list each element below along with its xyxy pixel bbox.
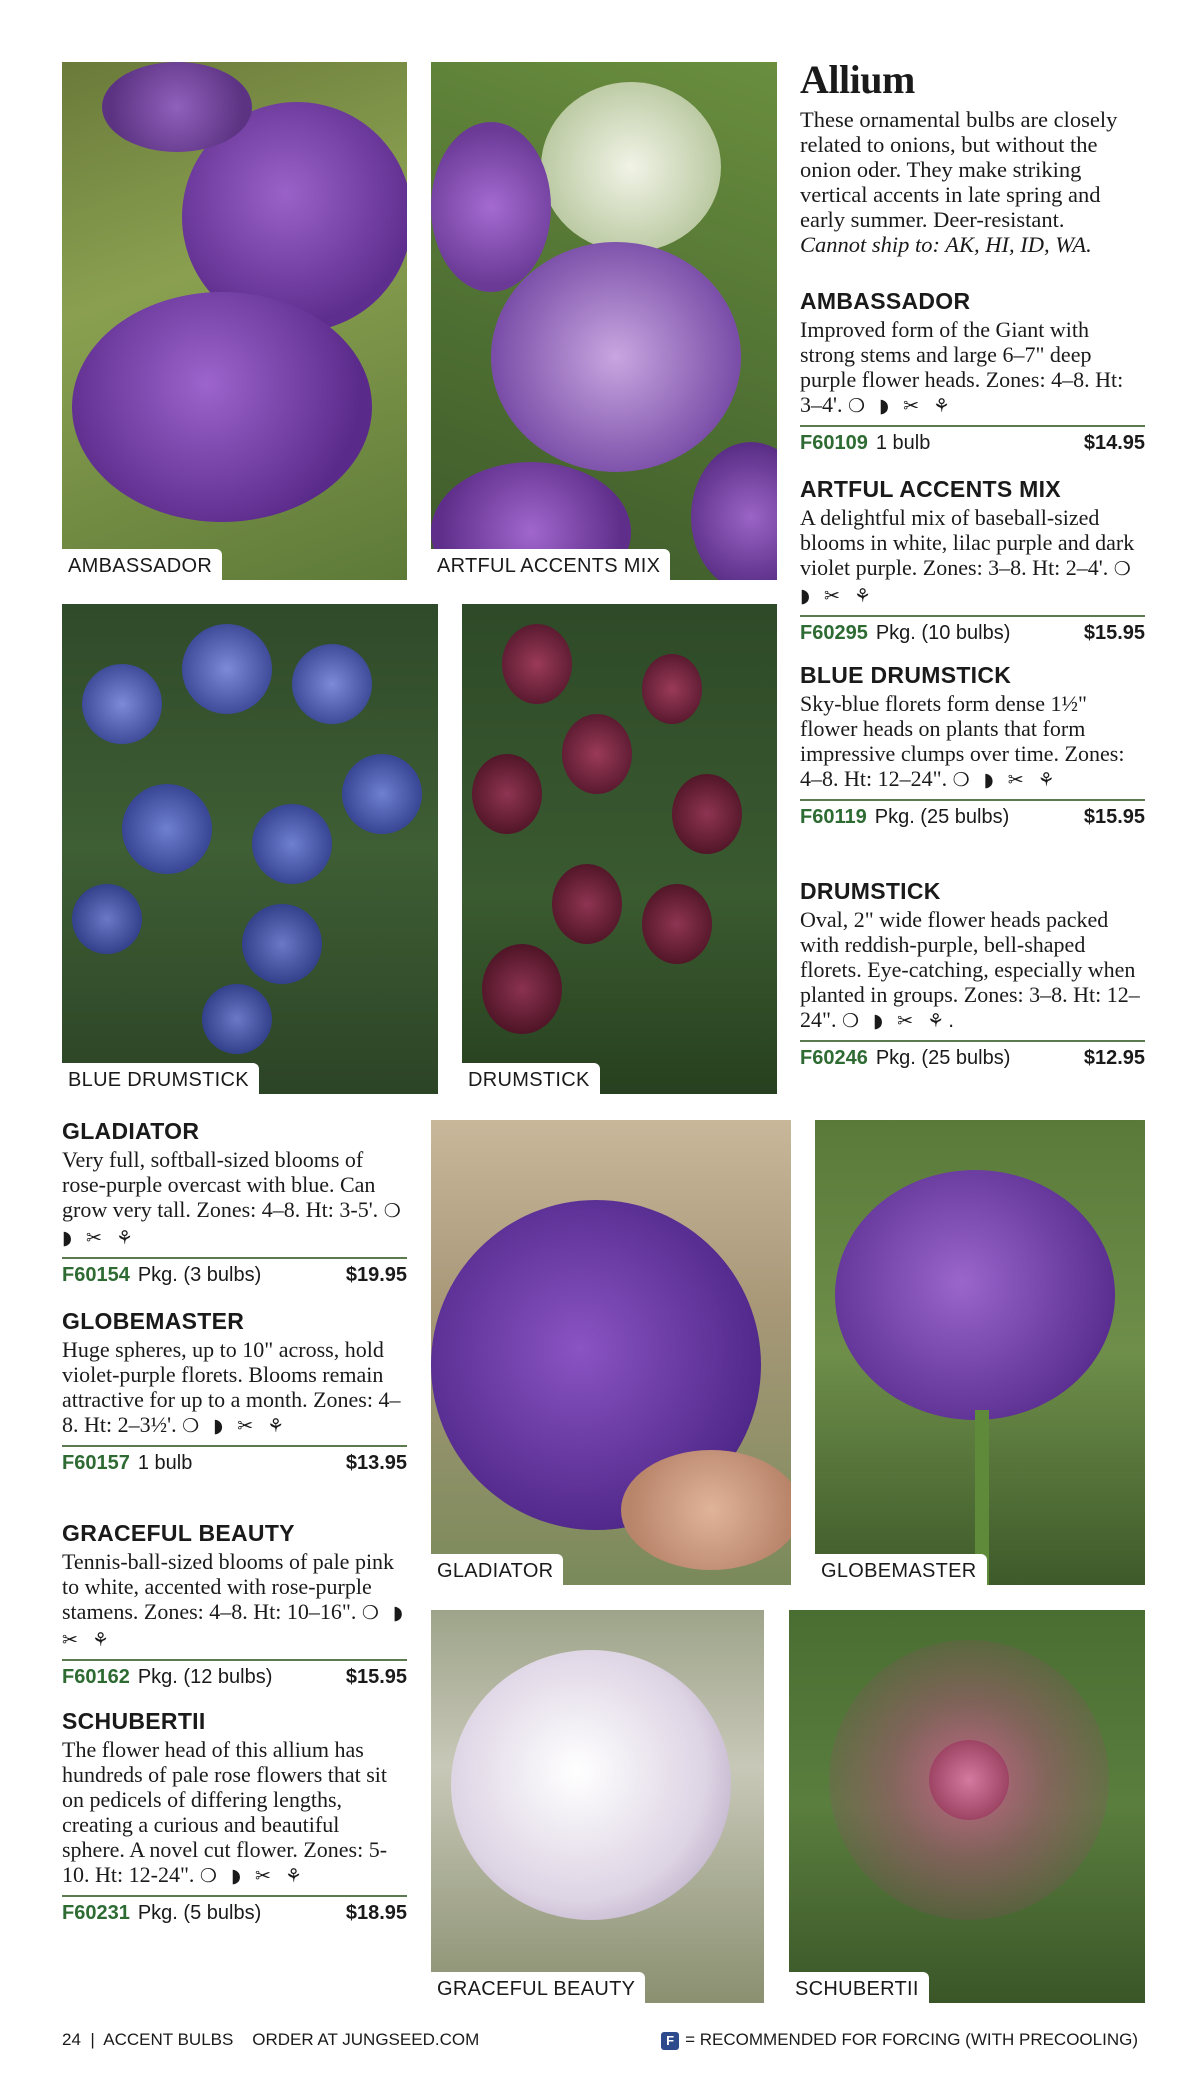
- growing-icons: ❍ ◗ ✂ ⚘: [62, 1200, 405, 1249]
- description-text: The flower head of this allium has hundreds of pale rose flowers that sit on pedicels of differing lengths, creating a curious and beautiful sphere. A novel cut flower. Zones: 5-10. Ht: 12-24".: [62, 1737, 388, 1887]
- price-line: [62, 1659, 407, 1689]
- page-title: Allium: [800, 57, 915, 102]
- photo-globemaster: [815, 1120, 1145, 1585]
- footer-left: 24 | ACCENT BULBS ORDER AT JUNGSEED.COM: [62, 2030, 480, 2049]
- package-size: 1 bulb: [137, 1452, 193, 1474]
- description-text: Oval, 2" wide flower heads packed with reddish-purple, bell-shaped florets. Eye-catching, especially when planted in groups. Zones: 3–8. Ht: 12–24".: [800, 907, 1140, 1032]
- photo-gladiator: [431, 1120, 791, 1585]
- price-line: [800, 799, 1145, 829]
- product-name: DRUMSTICK: [800, 878, 941, 904]
- product-description: [800, 505, 1145, 609]
- product-name: AMBASSADOR: [800, 288, 971, 314]
- product-ambassador: [800, 288, 1145, 455]
- growing-icons: ❍ ◗ ✂ ⚘: [62, 1602, 407, 1651]
- package-size: Pkg. (25 bulbs): [874, 806, 1010, 828]
- description-text: Sky-blue florets form dense 1½" flower heads on plants that form impressive clumps over time. Zones: 4–8. Ht: 12–24".: [800, 691, 1125, 791]
- photo-caption: GLOBEMASTER: [815, 1554, 987, 1585]
- photo-caption: AMBASSADOR: [62, 549, 222, 580]
- package-size: Pkg. (5 bulbs): [137, 1902, 262, 1924]
- footer-legend: [661, 2030, 1138, 2050]
- product-name: GLADIATOR: [62, 1118, 200, 1144]
- price: $15.95: [1083, 622, 1145, 644]
- photo-caption: GRACEFUL BEAUTY: [431, 1972, 645, 2003]
- description-text: Huge spheres, up to 10" across, hold violet-purple florets. Blooms remain attractive for up to a month. Zones: 4–8. Ht: 2–3½'.: [62, 1337, 401, 1437]
- price-line: [800, 1040, 1145, 1070]
- growing-icons: ❍ ◗ ✂ ⚘: [800, 558, 1135, 607]
- product-description: [800, 907, 1145, 1034]
- photo-drumstick: [462, 604, 777, 1094]
- photo-artful-accents-mix: [431, 62, 777, 580]
- forcing-icon: F: [661, 2032, 679, 2050]
- product-name: GRACEFUL BEAUTY: [62, 1520, 295, 1546]
- price: $18.95: [345, 1902, 407, 1924]
- description-text: Very full, softball-sized blooms of rose-purple overcast with blue. Can grow very tall. Zones: 4–8. Ht: 3-5'.: [62, 1147, 379, 1222]
- shipping-note: Cannot ship to: AK, HI, ID, WA.: [800, 232, 1092, 257]
- package-size: Pkg. (3 bulbs): [137, 1264, 262, 1286]
- sku: F60231: [62, 1902, 130, 1924]
- photo-blue-drumstick: [62, 604, 438, 1094]
- intro-paragraph: These ornamental bulbs are closely related to onions, but without the onion oder. They make striking vertical accents in late spring and early summer. Deer-resistant.: [800, 107, 1118, 232]
- sku: F60295: [800, 622, 868, 644]
- product-schubertii: [62, 1708, 407, 1925]
- price: $13.95: [345, 1452, 407, 1474]
- product-description: [62, 1147, 407, 1251]
- growing-icons: ❍ ◗ ✂ ⚘: [952, 769, 1059, 791]
- product-globemaster: [62, 1308, 407, 1475]
- price-line: [62, 1895, 407, 1925]
- product-name: SCHUBERTII: [62, 1708, 206, 1734]
- package-size: Pkg. (10 bulbs): [875, 622, 1011, 644]
- sku: F60154: [62, 1264, 130, 1286]
- product-description: [800, 317, 1145, 419]
- package-size: Pkg. (25 bulbs): [875, 1047, 1011, 1069]
- intro-text: [800, 107, 1145, 257]
- sku: F60246: [800, 1047, 868, 1069]
- product-name: ARTFUL ACCENTS MIX: [800, 476, 1061, 502]
- section-header: [800, 56, 1145, 257]
- product-graceful-beauty: [62, 1520, 407, 1689]
- product-gladiator: [62, 1118, 407, 1287]
- price-line: [62, 1445, 407, 1475]
- price: $12.95: [1083, 1047, 1145, 1069]
- growing-icons: ❍ ◗ ✂ ⚘: [182, 1415, 289, 1437]
- sku: F60157: [62, 1452, 130, 1474]
- price-line: [800, 425, 1145, 455]
- price: $15.95: [1083, 806, 1145, 828]
- photo-caption: BLUE DRUMSTICK: [62, 1063, 259, 1094]
- sku: F60109: [800, 432, 868, 454]
- product-name: BLUE DRUMSTICK: [800, 662, 1012, 688]
- package-size: Pkg. (12 bulbs): [137, 1666, 273, 1688]
- photo-schubertii: [789, 1610, 1145, 2003]
- description-text: A delightful mix of baseball-sized blooms in white, lilac purple and dark violet purple. Zones: 3–8. Ht: 2–4'.: [800, 505, 1135, 580]
- product-blue-drumstick: [800, 662, 1145, 829]
- product-drumstick: [800, 878, 1145, 1070]
- photo-caption: ARTFUL ACCENTS MIX: [431, 549, 670, 580]
- product-description: [62, 1549, 407, 1653]
- sku: F60119: [800, 806, 867, 828]
- product-description: [62, 1337, 407, 1439]
- package-size: 1 bulb: [875, 432, 931, 454]
- product-description: [62, 1737, 407, 1889]
- price-line: [800, 615, 1145, 645]
- price-line: [62, 1257, 407, 1287]
- growing-icons: ❍ ◗ ✂ ⚘: [847, 395, 955, 417]
- price: $19.95: [345, 1264, 407, 1286]
- sku: F60162: [62, 1666, 130, 1688]
- product-artful-accents-mix: [800, 476, 1145, 645]
- product-description: [800, 691, 1145, 793]
- growing-icons: ❍ ◗ ✂ ⚘.: [841, 1010, 959, 1032]
- photo-caption: SCHUBERTII: [789, 1972, 929, 2003]
- growing-icons: ❍ ◗ ✂ ⚘: [199, 1865, 307, 1887]
- photo-caption: DRUMSTICK: [462, 1063, 600, 1094]
- price: $14.95: [1083, 432, 1145, 454]
- photo-ambassador: [62, 62, 407, 580]
- product-name: GLOBEMASTER: [62, 1308, 245, 1334]
- description-text: Improved form of the Giant with strong stems and large 6–7" deep purple flower heads. Zones: 4–8. Ht: 3–4'.: [800, 317, 1124, 417]
- footer-right: = RECOMMENDED FOR FORCING (WITH PRECOOLING): [685, 2030, 1138, 2049]
- page-footer: [62, 2030, 1138, 2050]
- description-text: Tennis-ball-sized blooms of pale pink to white, accented with rose-purple stamens. Zones: 4–8. Ht: 10–16".: [62, 1549, 395, 1624]
- photo-graceful-beauty: [431, 1610, 764, 2003]
- photo-caption: GLADIATOR: [431, 1554, 563, 1585]
- price: $15.95: [345, 1666, 407, 1688]
